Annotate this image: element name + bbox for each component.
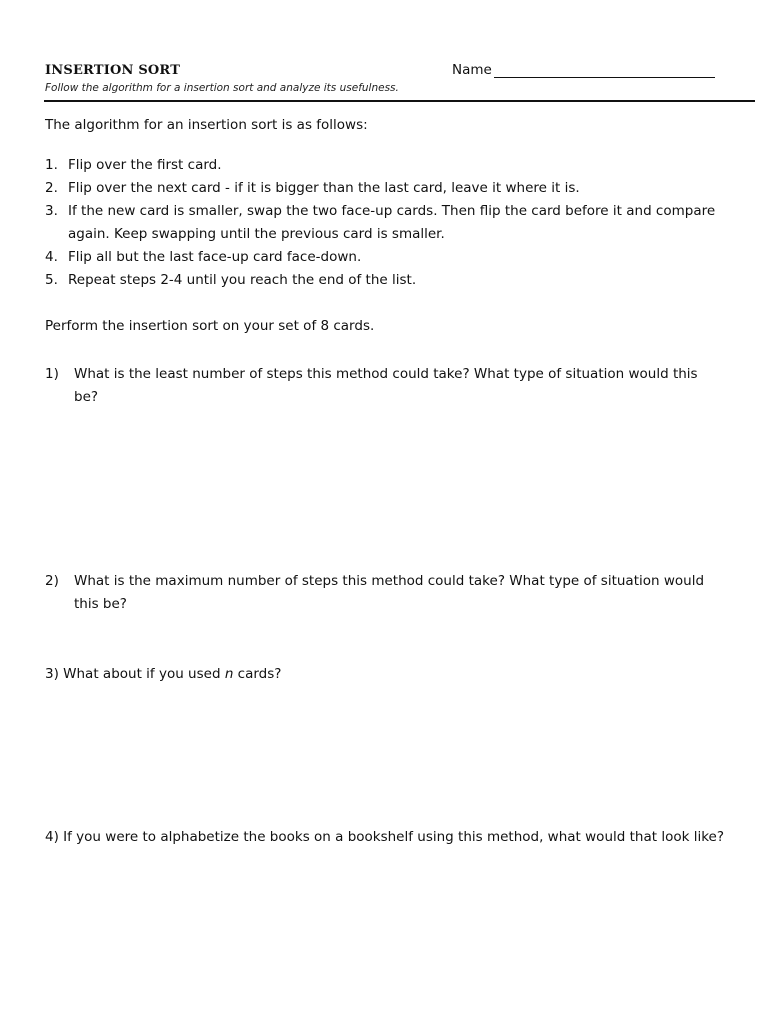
question-2 [45,570,724,616]
perform-instruction: Perform the insertion sort on your set of 8 cards. [45,318,375,334]
question-number: 1) [45,366,59,382]
step-number: 1. [45,157,58,173]
worksheet-subtitle: Follow the algorithm for a insertion sort and analyze its usefulness. [45,82,399,94]
algorithm-step [45,200,735,246]
step-text: Flip over the first card. [68,157,222,173]
worksheet-title: INSERTION SORT [45,63,181,78]
step-number: 2. [45,180,58,196]
algorithm-step [45,269,735,292]
algorithm-step [45,246,735,269]
name-label: Name [452,62,492,78]
algorithm-steps-list [45,154,735,292]
step-number: 4. [45,249,58,265]
question-3 [45,663,735,686]
header-divider [44,100,755,102]
question-4 [45,826,735,849]
algorithm-step [45,177,735,200]
algorithm-intro: The algorithm for an insertion sort is as follows: [45,117,368,133]
step-text: Flip all but the last face-up card face-down. [68,249,362,265]
step-number: 5. [45,272,58,288]
step-number: 3. [45,203,58,219]
question-number: 4) [45,829,59,845]
question-variable: n [224,666,234,682]
step-text: Flip over the next card - if it is bigger than the last card, leave it where it is. [68,180,580,196]
name-blank-line [494,77,715,78]
step-text: Repeat steps 2-4 until you reach the end of the list. [68,272,417,288]
question-text-after: cards? [237,666,282,682]
step-text: If the new card is smaller, swap the two face-up cards. Then flip the card before it and compare again. Keep swapping until the previous card is smaller. [68,203,716,242]
question-text: What is the least number of steps this method could take? What type of situation would this be? [74,366,698,405]
question-text-before: What about if you used [63,666,221,682]
question-1 [45,363,724,409]
question-text: If you were to alphabetize the books on a bookshelf using this method, what would that look like? [63,829,725,845]
question-number: 2) [45,573,59,589]
question-text: What is the maximum number of steps this method could take? What type of situation would this be? [74,573,705,612]
question-number: 3) [45,666,59,682]
algorithm-step [45,154,735,177]
